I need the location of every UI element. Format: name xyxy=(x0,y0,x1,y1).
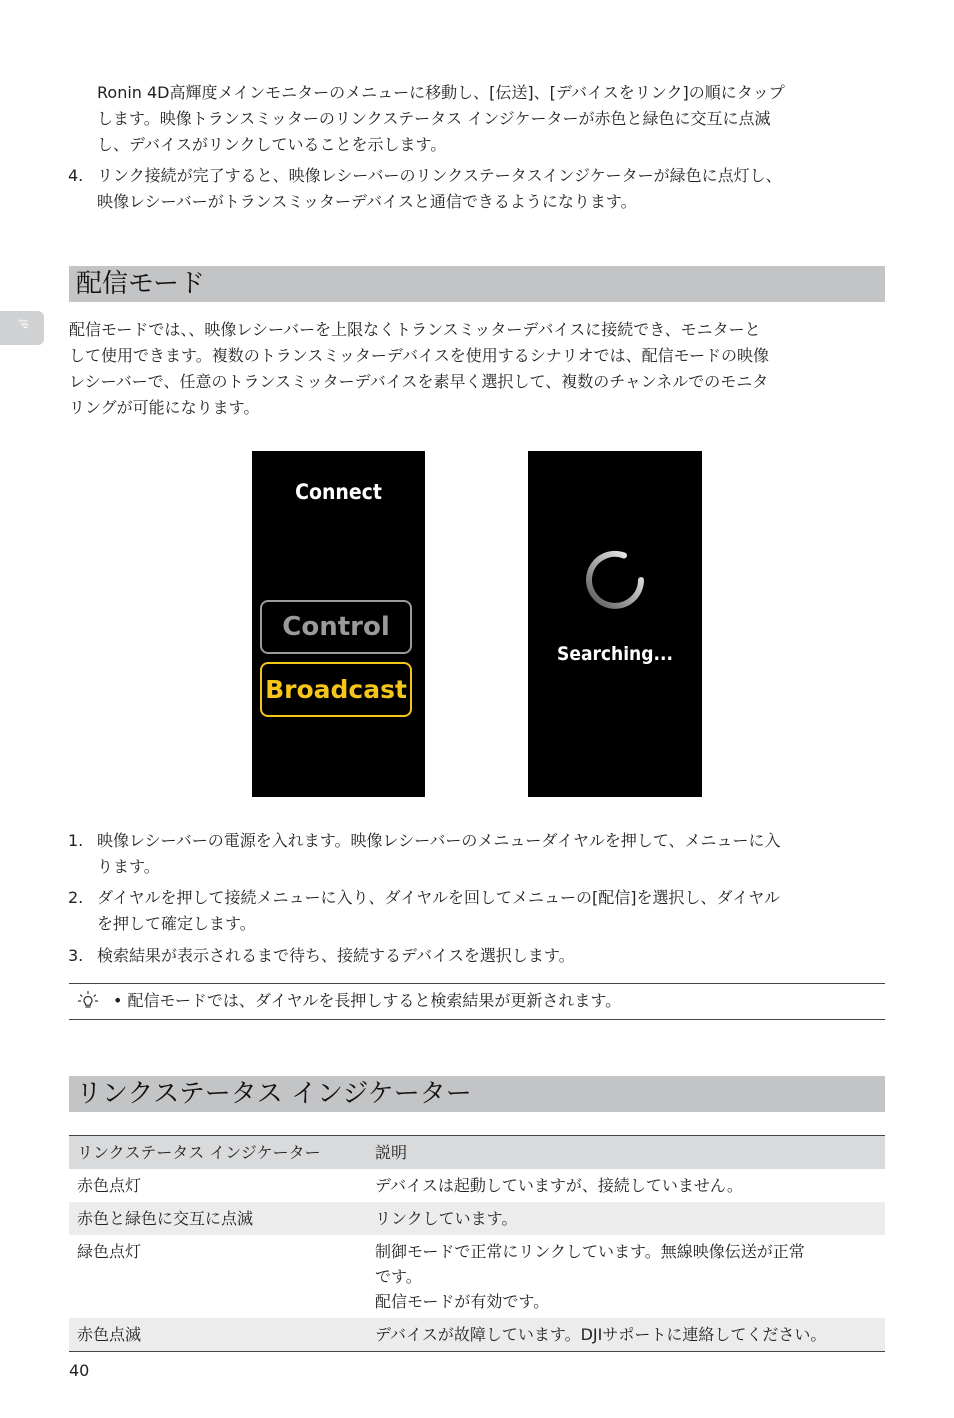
tip-text: • 配信モードでは、ダイヤルを長押しすると検索結果が更新されます。 xyxy=(113,991,622,1010)
status-cell: 緑色点灯 xyxy=(77,1242,142,1261)
step-line: を押して確定します。 xyxy=(97,914,256,933)
intro-paragraph xyxy=(97,80,887,158)
page-number: 40 xyxy=(69,1361,90,1380)
broadcast-description xyxy=(69,317,887,421)
body-line: レシーバーで、任意のトランスミッターデバイスを素早く選択して、複数のチャンネルでのモニタ xyxy=(69,372,769,391)
step-line: リンク接続が完了すると、映像レシーバーのリンクステータスインジケーターが緑色に点灯し、 xyxy=(97,166,782,185)
broadcast-step-1 xyxy=(68,828,886,880)
step-number: 1. xyxy=(68,831,84,850)
section-title: リンクステータス インジケーター xyxy=(76,1079,472,1109)
broadcast-step-3 xyxy=(68,943,886,969)
intro-line: します。映像トランスミッターのリンクステータス インジケーターが赤色と緑色に交互に点滅 xyxy=(97,109,771,128)
section-title: 配信モード xyxy=(76,269,205,299)
step-number: 4. xyxy=(68,166,84,185)
searching-screen xyxy=(528,451,702,797)
table-row xyxy=(69,1169,885,1202)
language-tab-label: JP xyxy=(17,319,29,329)
intro-line: し、デバイスがリンクしていることを示します。 xyxy=(97,135,447,154)
table-row xyxy=(69,1235,885,1318)
description-line: 制御モードで正常にリンクしています。無線映像伝送が正常 xyxy=(375,1242,805,1261)
section-header-link-status xyxy=(69,1076,885,1112)
step-line: 検索結果が表示されるまで待ち、接続するデバイスを選択します。 xyxy=(97,946,575,965)
step-line: ります。 xyxy=(97,857,160,876)
body-line: して使用できます。複数のトランスミッターデバイスを使用するシナリオでは、配信モードの映像 xyxy=(69,346,770,365)
step-line: ダイヤルを押して接続メニューに入り、ダイヤルを回してメニューの[配信]を選択し、ダイヤル xyxy=(97,888,781,907)
table-row xyxy=(69,1318,885,1352)
description-cell xyxy=(367,1202,885,1235)
loading-spinner-icon xyxy=(580,545,650,615)
intro-step-4 xyxy=(68,163,886,215)
table-header-cell: リンクステータス インジケーター xyxy=(77,1143,321,1162)
link-status-table xyxy=(69,1135,885,1352)
control-option[interactable]: Control xyxy=(260,600,412,654)
broadcast-step-2 xyxy=(68,885,886,937)
body-line: リングが可能になります。 xyxy=(69,398,260,417)
description-line: デバイスが故障しています。DJIサポートに連絡してください。 xyxy=(375,1325,827,1344)
description-line: です。 xyxy=(375,1267,422,1286)
table-header-cell: 説明 xyxy=(375,1143,408,1162)
description-cell xyxy=(367,1318,885,1352)
searching-status: Searching... xyxy=(557,643,673,665)
table-row xyxy=(69,1202,885,1235)
lightbulb-icon xyxy=(77,990,99,1012)
step-line: 映像レシーバーがトランスミッターデバイスと通信できるようになります。 xyxy=(97,192,637,211)
table-header-row xyxy=(69,1136,885,1170)
step-line: 映像レシーバーの電源を入れます。映像レシーバーのメニューダイヤルを押して、メニューに入 xyxy=(97,831,781,850)
description-cell xyxy=(367,1169,885,1202)
connect-heading: Connect xyxy=(295,480,382,504)
step-number: 2. xyxy=(68,888,84,907)
status-cell: 赤色点滅 xyxy=(77,1325,142,1344)
connect-menu-screen xyxy=(252,451,425,797)
status-cell: 赤色点灯 xyxy=(77,1176,142,1195)
description-line: 配信モードが有効です。 xyxy=(375,1292,550,1311)
step-number: 3. xyxy=(68,946,84,965)
description-line: デバイスは起動していますが、接続していません。 xyxy=(375,1176,743,1195)
intro-line: Ronin 4D高輝度メインモニターのメニューに移動し、[伝送]、[デバイスをリンク]の順にタップ xyxy=(97,83,785,102)
section-header-broadcast xyxy=(69,266,885,302)
language-tab xyxy=(0,311,44,345)
body-line: 配信モードでは、、映像レシーバーを上限なくトランスミッターデバイスに接続でき、モニターと xyxy=(69,320,761,339)
description-cell xyxy=(367,1235,885,1318)
broadcast-option[interactable]: Broadcast xyxy=(260,662,412,717)
tip-box xyxy=(69,983,885,1020)
description-line: リンクしています。 xyxy=(375,1209,518,1228)
status-cell: 赤色と緑色に交互に点滅 xyxy=(77,1209,254,1228)
